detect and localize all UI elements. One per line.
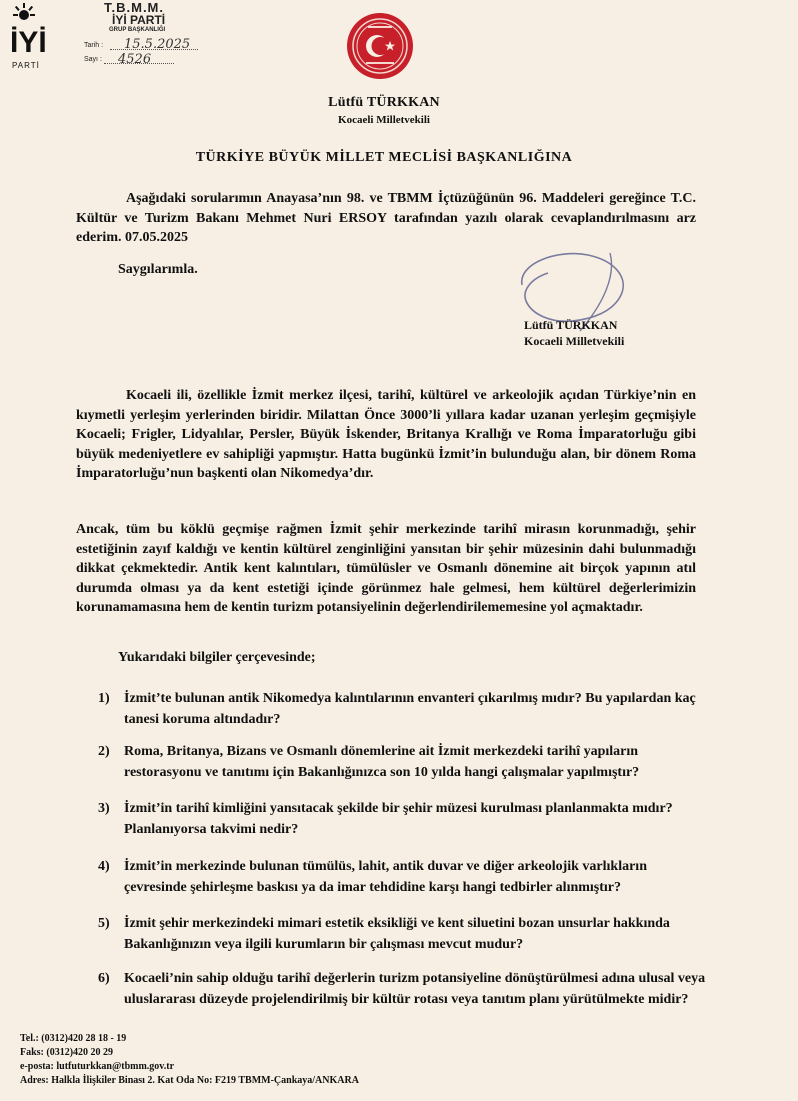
question-number: 2) xyxy=(98,744,110,759)
footer-phone: Tel.: (0312)420 28 18 - 19 xyxy=(20,1033,127,1044)
stamp-date-value: 15.5.2025 xyxy=(124,37,191,52)
question-5 xyxy=(98,913,708,955)
party-logo-subtext: PARTİ xyxy=(12,61,40,70)
party-logo-text: İYİ xyxy=(10,26,47,59)
footer-email: e-posta: lutfuturkkan@tbmm.gov.tr xyxy=(20,1061,175,1072)
stamp-title: T.B.M.M. xyxy=(104,0,164,15)
question-text: Roma, Britanya, Bizans ve Osmanlı dönemlerine ait İzmit merkezdeki tarihî yapıların restorasyonu ve tanıtımı için Bakanlığınızca son 10 yılda hangi çalışmalar yapılmıştır? xyxy=(124,744,640,780)
header-name: Lütfü TÜRKKAN xyxy=(328,95,440,110)
questions-lead: Yukarıdaki bilgiler çerçevesinde; xyxy=(118,650,316,665)
question-6 xyxy=(98,968,708,1010)
question-text: İzmit’te bulunan antik Nikomedya kalıntılarının envanteri çıkarılmış mıdır? Bu yapılardan kaç tanesi koruma altındadır? xyxy=(124,691,696,727)
party-logo xyxy=(6,2,76,72)
question-text: İzmit’in merkezinde bulunan tümülüs, lahit, antik duvar ve diğer arkeolojik varlıkların çevresinde şehirleşme baskısı ya da imar tehdidine karşı hangi tedbirler alınmıştır? xyxy=(124,859,647,895)
question-4 xyxy=(98,856,708,898)
footer-fax: Faks: (0312)420 20 29 xyxy=(20,1047,114,1058)
header-role: Kocaeli Milletvekili xyxy=(338,114,430,126)
document-title: TÜRKİYE BÜYÜK MİLLET MECLİSİ BAŞKANLIĞINA xyxy=(195,150,573,165)
question-number: 5) xyxy=(98,916,110,931)
signature-name: Lütfü TÜRKKAN xyxy=(524,318,618,332)
greeting: Saygılarımla. xyxy=(118,262,198,277)
contact-footer xyxy=(20,1032,359,1088)
stamp-number-value: 4526 xyxy=(118,52,152,67)
question-text: İzmit şehir merkezindeki mimari estetik eksikliği ve kent siluetini bozan unsurlar hakkında Bakanlığınızın veya ilgili kurumların bir çalışması mevcut mudur? xyxy=(124,916,670,952)
stamp-group: GRUP BAŞKANLIĞI xyxy=(109,27,166,33)
stamp-number-label: Sayı : xyxy=(84,56,102,63)
question-text: Kocaeli’nin sahip olduğu tarihî değerlerin turizm potansiyeline dönüştürülmesi adına ulusal veya uluslararası düzeyde projelendirilmiş bir kültür rotası veya tanıtım planı yürütülmekte midir? xyxy=(124,971,706,1007)
question-number: 3) xyxy=(98,801,110,816)
stamp-date-label: Tarih : xyxy=(84,42,104,49)
question-1 xyxy=(98,688,708,730)
question-2 xyxy=(98,741,708,783)
question-number: 1) xyxy=(98,691,110,706)
question-3 xyxy=(98,798,708,840)
footer-address: Adres: Halkla İlişkiler Binası 2. Kat Oda No: F219 TBMM-Çankaya/ANKARA xyxy=(20,1075,359,1086)
question-number: 4) xyxy=(98,859,110,874)
registration-stamp xyxy=(82,0,212,70)
tbmm-emblem xyxy=(346,12,414,80)
stamp-party: İYİ PARTİ xyxy=(112,13,166,27)
question-number: 6) xyxy=(98,971,110,986)
body-paragraph-1: Kocaeli ili, özellikle İzmit merkez ilçesi, tarihî, kültürel ve arkeolojik açıdan Türkiye’nin en kıymetli yerleşim yerlerinden biridir. Milattan Önce 3000’li yıllara kadar uzanan yerleşim geçmişiyle Kocaeli; Frigler, Lidyalılar, Persler, Büyük İskender, Britanya Krallığı ve Roma İmparatorluğu gibi büyük medeniyetlere ev sahipliği yapmıştır. Hatta bugünkü İzmit’in bulunduğu alan, bir dönem Roma İmparatorluğu’nun başkenti olan Nikomedya’dır. xyxy=(76,388,696,481)
question-text: İzmit’in tarihî kimliğini yansıtacak şekilde bir şehir müzesi kurulması planlanmakta mıdır? Planlanıyorsa takvimi nedir? xyxy=(124,801,673,837)
body-paragraph-2: Ancak, tüm bu köklü geçmişe rağmen İzmit şehir merkezinde tarihî mirasın korunmadığı, şehir estetiğinin zayıf kaldığı ve kentin kültürel zenginliğini yansıtan bir şehir müzesinin dahi bulunmadığı dikkat çekmektedir. Antik kent kalıntıları, tümülüsler ve Osmanlı dönemine ait birçok yapının atıl durumda olması ya da kent estetiği içinde görünmez hale gelmesi, hem kültürel değerlerimizin korunamamasına hem de kentin turizm potansiyelinin değerlendirilememesine yol açmaktadır. xyxy=(76,522,696,615)
signature-role: Kocaeli Milletvekili xyxy=(524,334,625,348)
intro-paragraph: Aşağıdaki sorularımın Anayasa’nın 98. ve TBMM İçtüzüğünün 96. Maddeleri gereğince T.C. Kültür ve Turizm Bakanı Mehmet Nuri ERSOY tarafından yazılı olarak cevaplandırılmasını arz ederim. 07.05.2025 xyxy=(76,191,696,245)
